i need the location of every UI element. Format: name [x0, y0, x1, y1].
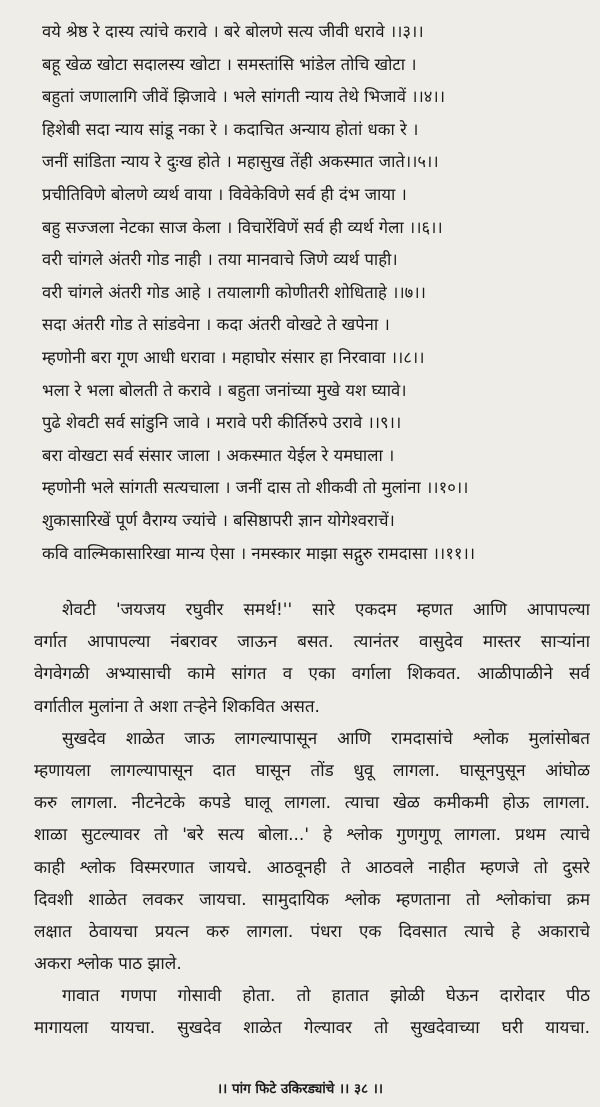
- verse-line: प्रचीतिविणे बोलणे व्यर्थ वाया । विवेकेविणे सर्व ही दंभ जाया ।: [42, 184, 407, 204]
- verse-line: बरा वोखटा सर्व संसार जाला । अकस्मात येईल रे यमघाला ।: [42, 445, 395, 465]
- verse-line: कवि वाल्मिकासारिखा मान्य ऐसा । नमस्कार माझा सद्गुरु रामदासा ।।११।।: [42, 543, 476, 563]
- page-footer: ।। पांग फिटे उकिरड्यांचे ।। ३८ ।।: [217, 1081, 383, 1097]
- paragraph-line: करु लागला. नीटनेटके कपडे घालू लागला. त्याचा खेळ कमीकमी होऊ लागला.: [34, 793, 590, 814]
- verse-line: पुढे शेवटी सर्व सांडुनि जावे । मरावे परी कीर्तिरुपे उरावे ।।९।।: [42, 413, 402, 433]
- paragraph-line: वर्गातील मुलांना ते अशा तऱ्हेने शिकवित असत.: [34, 696, 320, 717]
- verse-line: जनीं सांडिता न्याय रे दुःख होते । महासुख तेंही अकस्मात जाते।।५।।: [42, 152, 439, 172]
- verse-line: वरी चांगले अंतरी गोड नाही । तया मानवाचे जिणे व्यर्थ पाही।: [42, 250, 398, 270]
- paragraph-line: मागायला यायचा. सुखदेव शाळेत गेल्यावर तो सुखदेवाच्या घरी यायचा.: [34, 1018, 590, 1039]
- paragraph-line: वेगवेगळी अभ्यासाची कामे सांगत व एका वर्गाला शिकवत. आळीपाळीने सर्व: [34, 664, 590, 685]
- verse-line: बहुतां जणालागि जीवें झिजावे । भले सांगती न्याय तेथे भिजावें ।।४।।: [42, 87, 446, 107]
- paragraph-line: म्हणायला लागल्यापासून दात घासून तोंड धुवू लागला. घासूनपुसून आंघोळ: [34, 760, 590, 781]
- paragraph-line: सुखदेव शाळेत जाऊ लागल्यापासून आणि रामदासांचे श्लोक मुलांसोबत: [62, 728, 590, 749]
- verse-line: शुकासारिखें पूर्ण वैराग्य ज्यांचे । बसिष्ठापरी ज्ञान योगेश्वराचें।: [42, 510, 395, 530]
- verse-line: वये श्रेष्ठ रे दास्य त्यांचे करावे । बरे बोलणे सत्य जीवी धरावे ।।३।।: [42, 22, 424, 41]
- verse-line: बहू खेळ खोटा सदालस्य खोटा । समस्तांसि भांडेल तोचि खोटा ।: [42, 54, 417, 74]
- verse-line: हिशेबी सदा न्याय सांडू नका रे । कदाचित अन्याय होतां धका रे ।: [42, 119, 419, 139]
- verse-line: म्हणोनी भले सांगती सत्यचाला । जनीं दास तो शीकवी तो मुलांना ।।१०।।: [42, 478, 469, 498]
- paragraph-line: शेवटी 'जयजय रघुवीर समर्थ!'' सारे एकदम म्हणत आणि आपापल्या: [62, 600, 590, 620]
- verse-line: बहु सज्जला नेटका साज केला । विचारेंविणें सर्व ही व्यर्थ गेला ।।६।।: [42, 217, 443, 237]
- paragraph-line: गावात गणपा गोसावी होता. तो हातात झोळी घेऊन दारोदार पीठ: [62, 986, 590, 1007]
- paragraph-line: अकरा श्लोक पाठ झाले.: [34, 954, 182, 975]
- verse-line: सदा अंतरी गोड ते सांडवेना । कदा अंतरी वोखटे ते खपेना ।: [42, 315, 390, 335]
- paragraph-line: शाळा सुटल्यावर तो 'बरे सत्य बोला...' हे श्लोक गुणगुणू लागला. प्रथम त्याचे: [34, 825, 590, 846]
- verse-line: म्हणोनी बरा गूण आधी धरावा । महाघोर संसार हा निरवावा ।।८।।: [42, 347, 425, 367]
- paragraph-line: लक्षात ठेवायचा प्रयत्न करु लागला. पंधरा एक दिवसात त्याचे हे अकाराचे: [34, 921, 590, 942]
- prose-block: [34, 594, 590, 1045]
- paragraph-line: काही श्लोक विस्मरणात जायचे. आठवूनही ते आठवले नाहीत म्हणजे तो दुसरे: [34, 857, 590, 878]
- paragraph-line: वर्गात आपापल्या नंबरावर जाऊन बसत. त्यानंतर वासुदेव मास्तर साऱ्यांना: [34, 632, 590, 653]
- verse-block: [42, 16, 590, 570]
- verse-line: वरी चांगले अंतरी गोड आहे । तयालागी कोणीतरी शोधिताहे ।।७।।: [42, 282, 426, 302]
- verse-line: भला रे भला बोलती ते करावे । बहुता जनांच्या मुखे यश घ्यावे।: [42, 380, 407, 400]
- paragraph-line: दिवशी शाळेत लवकर जायचा. सामुदायिक श्लोक म्हणताना तो श्लोकांचा क्रम: [34, 889, 590, 910]
